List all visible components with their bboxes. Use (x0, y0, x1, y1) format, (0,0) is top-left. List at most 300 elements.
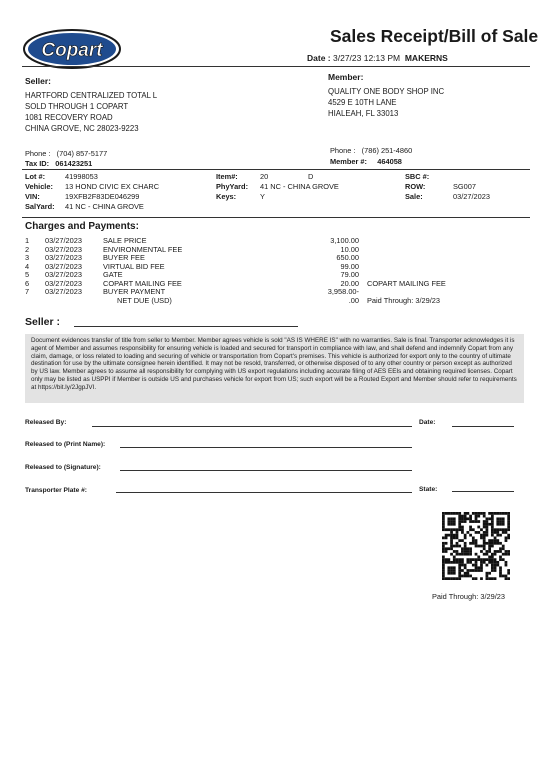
qr-module (461, 561, 464, 564)
qr-module (442, 520, 445, 523)
qr-module (453, 556, 456, 559)
qr-module (472, 564, 475, 567)
qr-module (494, 561, 497, 564)
qr-module (496, 539, 499, 542)
qr-module (450, 561, 453, 564)
qr-module (445, 512, 448, 515)
print-name-label: Released to (Print Name): (25, 441, 106, 448)
qr-module (483, 536, 486, 539)
qr-module (502, 547, 505, 550)
qr-module (464, 536, 467, 539)
qr-module (445, 536, 448, 539)
qr-module (461, 531, 464, 534)
qr-module (480, 550, 483, 553)
qr-module (499, 520, 502, 523)
qr-module (480, 561, 483, 564)
qr-module (475, 553, 478, 556)
qr-module (442, 569, 445, 572)
qr-module (488, 523, 491, 526)
qr-module (447, 558, 450, 561)
qr-module (447, 528, 450, 531)
qr-module (483, 553, 486, 556)
qr-module (486, 572, 489, 575)
qr-module (499, 569, 502, 572)
seller-signature-line[interactable] (74, 326, 298, 327)
qr-module (475, 558, 478, 561)
qr-module (453, 536, 456, 539)
qr-module (442, 577, 445, 580)
qr-module (486, 517, 489, 520)
qr-module (469, 561, 472, 564)
qr-module (491, 534, 494, 537)
qr-module (496, 550, 499, 553)
qr-module (458, 512, 461, 515)
qr-module (475, 515, 478, 518)
qr-module (488, 556, 491, 559)
qr-module (442, 556, 445, 559)
qr-module (494, 558, 497, 561)
qr-module (456, 534, 459, 537)
qr-module (472, 528, 475, 531)
qr-module (453, 569, 456, 572)
released-by-line[interactable] (92, 426, 412, 427)
print-name-line[interactable] (120, 447, 412, 448)
qr-module (507, 553, 510, 556)
qr-module (458, 539, 461, 542)
qr-module (456, 561, 459, 564)
qr-module (464, 542, 467, 545)
qr-module (505, 561, 508, 564)
qr-module (469, 528, 472, 531)
qr-module (505, 553, 508, 556)
qr-module (494, 512, 497, 515)
document-date: Date : 3/27/23 12:13 PM MAKERNS (307, 53, 448, 63)
qr-module (442, 575, 445, 578)
qr-module (461, 526, 464, 529)
qr-module (505, 528, 508, 531)
qr-module (496, 517, 499, 520)
qr-module (469, 515, 472, 518)
qr-module (505, 575, 508, 578)
qr-module (494, 566, 497, 569)
qr-module (445, 577, 448, 580)
qr-module (477, 526, 480, 529)
qr-module (488, 577, 491, 580)
qr-module (496, 542, 499, 545)
qr-module (475, 517, 478, 520)
qr-module (453, 572, 456, 575)
qr-module (453, 561, 456, 564)
qr-module (480, 528, 483, 531)
qr-module (472, 569, 475, 572)
qr-module (499, 523, 502, 526)
table-row: 1 03/27/2023 SALE PRICE 3,100.00 (25, 236, 359, 245)
qr-module (502, 575, 505, 578)
qr-module (491, 556, 494, 559)
qr-module (456, 553, 459, 556)
seller-section-label: Seller : (25, 316, 61, 328)
qr-module (458, 566, 461, 569)
qr-module (491, 539, 494, 542)
qr-module (458, 575, 461, 578)
qr-module (461, 520, 464, 523)
qr-module (483, 558, 486, 561)
qr-module (491, 515, 494, 518)
qr-module (442, 542, 445, 545)
qr-module (450, 528, 453, 531)
qr-module (507, 526, 510, 529)
qr-module (491, 545, 494, 548)
qr-module (464, 545, 467, 548)
qr-module (447, 512, 450, 515)
qr-module (447, 569, 450, 572)
signature-line[interactable] (120, 470, 412, 471)
qr-module (445, 528, 448, 531)
qr-module (469, 553, 472, 556)
logo-text: Copart (41, 40, 103, 61)
qr-module (486, 577, 489, 580)
table-row: 6 03/27/2023 COPART MAILING FEE 20.00 COPART MAILING FEE (25, 278, 446, 288)
qr-module (472, 520, 475, 523)
qr-module (507, 536, 510, 539)
qr-module (442, 526, 445, 529)
qr-module (488, 550, 491, 553)
qr-module (450, 547, 453, 550)
seller-label: Seller: (25, 76, 51, 86)
qr-module (447, 534, 450, 537)
qr-module (472, 542, 475, 545)
qr-module (505, 550, 508, 553)
qr-module (450, 569, 453, 572)
qr-module (458, 569, 461, 572)
qr-module (505, 536, 508, 539)
qr-module (480, 564, 483, 567)
qr-module (461, 517, 464, 520)
lot-info-middle: Item#: 20 D PhyYard: 41 NC - CHINA GROVE Keys: Y (216, 172, 339, 201)
qr-module (491, 558, 494, 561)
seller-phone: Phone : (704) 857-5177 (25, 149, 108, 158)
qr-module (496, 523, 499, 526)
qr-module (456, 512, 459, 515)
qr-module (458, 520, 461, 523)
qr-module (458, 564, 461, 567)
qr-module (461, 564, 464, 567)
lot-info-left: Lot #: 41998053 Vehicle: 13 HOND CIVIC EX CHARC VIN: 19XFB2F83DE046299 SalYard: 41 NC - CHINA GROVE (25, 172, 160, 211)
qr-module (499, 547, 502, 550)
qr-module (502, 528, 505, 531)
qr-module (477, 531, 480, 534)
qr-module (461, 558, 464, 561)
qr-module (461, 569, 464, 572)
qr-module (461, 515, 464, 518)
qr-module (486, 523, 489, 526)
qr-module (458, 528, 461, 531)
qr-module (464, 572, 467, 575)
qr-module (445, 534, 448, 537)
qr-module (450, 531, 453, 534)
qr-module (469, 547, 472, 550)
qr-module (461, 575, 464, 578)
qr-module (477, 566, 480, 569)
qr-module (453, 517, 456, 520)
qr-module (450, 520, 453, 523)
qr-module (466, 553, 469, 556)
qr-module (442, 515, 445, 518)
qr-module (453, 577, 456, 580)
qr-module (507, 528, 510, 531)
qr-module (464, 547, 467, 550)
qr-module (491, 531, 494, 534)
qr-module (453, 523, 456, 526)
qr-module (507, 577, 510, 580)
qr-module (477, 512, 480, 515)
qr-module (494, 542, 497, 545)
qr-module (458, 523, 461, 526)
qr-module (488, 517, 491, 520)
qr-module (505, 577, 508, 580)
qr-module (450, 539, 453, 542)
qr-module (464, 564, 467, 567)
member-phone: Phone : (786) 251-4860 (330, 146, 413, 155)
qr-module (499, 528, 502, 531)
qr-module (466, 572, 469, 575)
qr-module (486, 520, 489, 523)
qr-module (450, 577, 453, 580)
qr-module (458, 545, 461, 548)
qr-module (466, 512, 469, 515)
qr-module (450, 572, 453, 575)
qr-module (496, 512, 499, 515)
qr-module (453, 512, 456, 515)
qr-module (491, 526, 494, 529)
qr-module (453, 520, 456, 523)
qr-module (486, 526, 489, 529)
qr-module (483, 515, 486, 518)
qr-module (491, 528, 494, 531)
qr-module (469, 575, 472, 578)
qr-module (483, 542, 486, 545)
qr-module (507, 569, 510, 572)
qr-module (475, 577, 478, 580)
qr-module (469, 520, 472, 523)
qr-module (469, 558, 472, 561)
qr-module (453, 550, 456, 553)
qr-module (499, 566, 502, 569)
qr-module (475, 566, 478, 569)
qr-module (486, 528, 489, 531)
qr-module (456, 542, 459, 545)
qr-module (477, 515, 480, 518)
qr-module (450, 566, 453, 569)
qr-module (445, 542, 448, 545)
qr-module (458, 515, 461, 518)
qr-module (461, 547, 464, 550)
qr-module (507, 534, 510, 537)
qr-module (488, 539, 491, 542)
qr-module (456, 558, 459, 561)
qr-module (494, 539, 497, 542)
qr-module (502, 517, 505, 520)
qr-module (475, 561, 478, 564)
qr-module (445, 547, 448, 550)
qr-module (442, 512, 445, 515)
qr-module (494, 553, 497, 556)
qr-module (464, 517, 467, 520)
qr-module (507, 572, 510, 575)
qr-module (486, 575, 489, 578)
qr-module (496, 534, 499, 537)
qr-module (475, 569, 478, 572)
qr-module (453, 534, 456, 537)
qr-module (466, 547, 469, 550)
qr-module (466, 569, 469, 572)
qr-module (480, 569, 483, 572)
qr-module (491, 520, 494, 523)
qr-module (496, 528, 499, 531)
state-label: State: (419, 486, 438, 493)
qr-module (502, 545, 505, 548)
qr-module (466, 517, 469, 520)
qr-module (488, 572, 491, 575)
qr-module (450, 536, 453, 539)
header-divider (22, 66, 530, 67)
qr-module (499, 542, 502, 545)
charges-table (25, 236, 505, 304)
qr-module (447, 523, 450, 526)
qr-module (505, 539, 508, 542)
qr-module (442, 547, 445, 550)
qr-module (502, 523, 505, 526)
qr-module (483, 523, 486, 526)
qr-module (466, 550, 469, 553)
qr-module (458, 572, 461, 575)
qr-module (456, 545, 459, 548)
qr-module (494, 550, 497, 553)
released-by-label: Released By: (25, 419, 67, 426)
qr-module (483, 539, 486, 542)
lot-divider (22, 169, 530, 170)
qr-module (450, 542, 453, 545)
qr-module (486, 553, 489, 556)
qr-module (488, 512, 491, 515)
state-line[interactable] (452, 491, 514, 492)
qr-module (447, 520, 450, 523)
qr-module (491, 523, 494, 526)
qr-module (472, 539, 475, 542)
qr-module (458, 553, 461, 556)
qr-module (472, 536, 475, 539)
qr-module (450, 512, 453, 515)
qr-module (499, 512, 502, 515)
qr-module (491, 512, 494, 515)
qr-module (450, 517, 453, 520)
qr-module (450, 553, 453, 556)
qr-module (466, 561, 469, 564)
qr-module (475, 542, 478, 545)
qr-module (461, 539, 464, 542)
qr-module (442, 545, 445, 548)
date-line[interactable] (452, 426, 514, 427)
qr-module (499, 572, 502, 575)
qr-module (488, 558, 491, 561)
qr-module (488, 561, 491, 564)
qr-module (499, 575, 502, 578)
qr-module (477, 569, 480, 572)
qr-module (475, 545, 478, 548)
qr-module (505, 564, 508, 567)
qr-module (475, 539, 478, 542)
qr-module (486, 542, 489, 545)
qr-module (494, 528, 497, 531)
qr-module (494, 536, 497, 539)
qr-module (447, 547, 450, 550)
qr-module (507, 517, 510, 520)
qr-module (480, 545, 483, 548)
qr-module (453, 545, 456, 548)
qr-module (486, 558, 489, 561)
qr-module (475, 512, 478, 515)
qr-module (456, 536, 459, 539)
qr-module (507, 512, 510, 515)
qr-module (464, 512, 467, 515)
qr-module (461, 528, 464, 531)
qr-module (464, 553, 467, 556)
qr-module (480, 512, 483, 515)
qr-module (491, 553, 494, 556)
table-row: 2 03/27/2023 ENVIRONMENTAL FEE 10.00 (25, 244, 359, 254)
qr-module (480, 558, 483, 561)
qr-module (447, 566, 450, 569)
qr-module (464, 515, 467, 518)
qr-module (464, 566, 467, 569)
qr-module (491, 561, 494, 564)
qr-module (507, 550, 510, 553)
qr-module (442, 528, 445, 531)
qr-module (472, 512, 475, 515)
qr-module (461, 553, 464, 556)
qr-module (488, 545, 491, 548)
qr-module (450, 534, 453, 537)
qr-module (458, 517, 461, 520)
terms-disclaimer: Document evidences transfer of title from seller to Member. Member agrees vehicle is sold "AS IS WHERE IS" with no warranties. Sale is final. Transporter acknowledges it is agent of Member and assumes responsibility for ensuring vehicle is loaded and secured for transport in compliance with law, and shall defend and indemnify Copart from any claim, damage, or loss related to loading and securing of vehicle or transportation from Copart's premises. This vehicle is authorized for export only to the country of ultimate destination for use by the ultimate consignee herein identified. It may not be resold, transferred, or otherwise disposed of to any other country or person except as authorized by US law. Member agrees to assume all responsibility for complying with US export regulations including accurate filing of AES EEIs and obtaining required licenses. Copart only may be listed as USPPI if Member is outside US and purchases vehicle for export from US; such export will be a Routed Export and Member should refer to requirements at https://bit.ly/2JgpJVI. (25, 334, 524, 403)
copart-logo (22, 28, 122, 70)
qr-module (502, 531, 505, 534)
plate-label: Transporter Plate #: (25, 487, 87, 494)
table-row: 5 03/27/2023 GATE 79.00 (25, 270, 359, 279)
qr-module (505, 531, 508, 534)
qr-module (442, 536, 445, 539)
qr-module (456, 550, 459, 553)
qr-module (507, 515, 510, 518)
qr-module (494, 531, 497, 534)
qr-module (447, 577, 450, 580)
qr-module (499, 558, 502, 561)
qr-module (445, 561, 448, 564)
member-address: QUALITY ONE BODY SHOP INC 4529 E 10TH LANE HIALEAH, FL 33013 (328, 87, 445, 118)
plate-line[interactable] (116, 492, 412, 493)
qr-code (442, 512, 510, 580)
qr-module (494, 569, 497, 572)
qr-module (502, 520, 505, 523)
qr-module (491, 566, 494, 569)
qr-module (499, 550, 502, 553)
qr-module (466, 531, 469, 534)
qr-module (447, 561, 450, 564)
qr-module (464, 520, 467, 523)
qr-module (507, 520, 510, 523)
charges-title: Charges and Payments: (25, 221, 139, 232)
qr-module (494, 564, 497, 567)
